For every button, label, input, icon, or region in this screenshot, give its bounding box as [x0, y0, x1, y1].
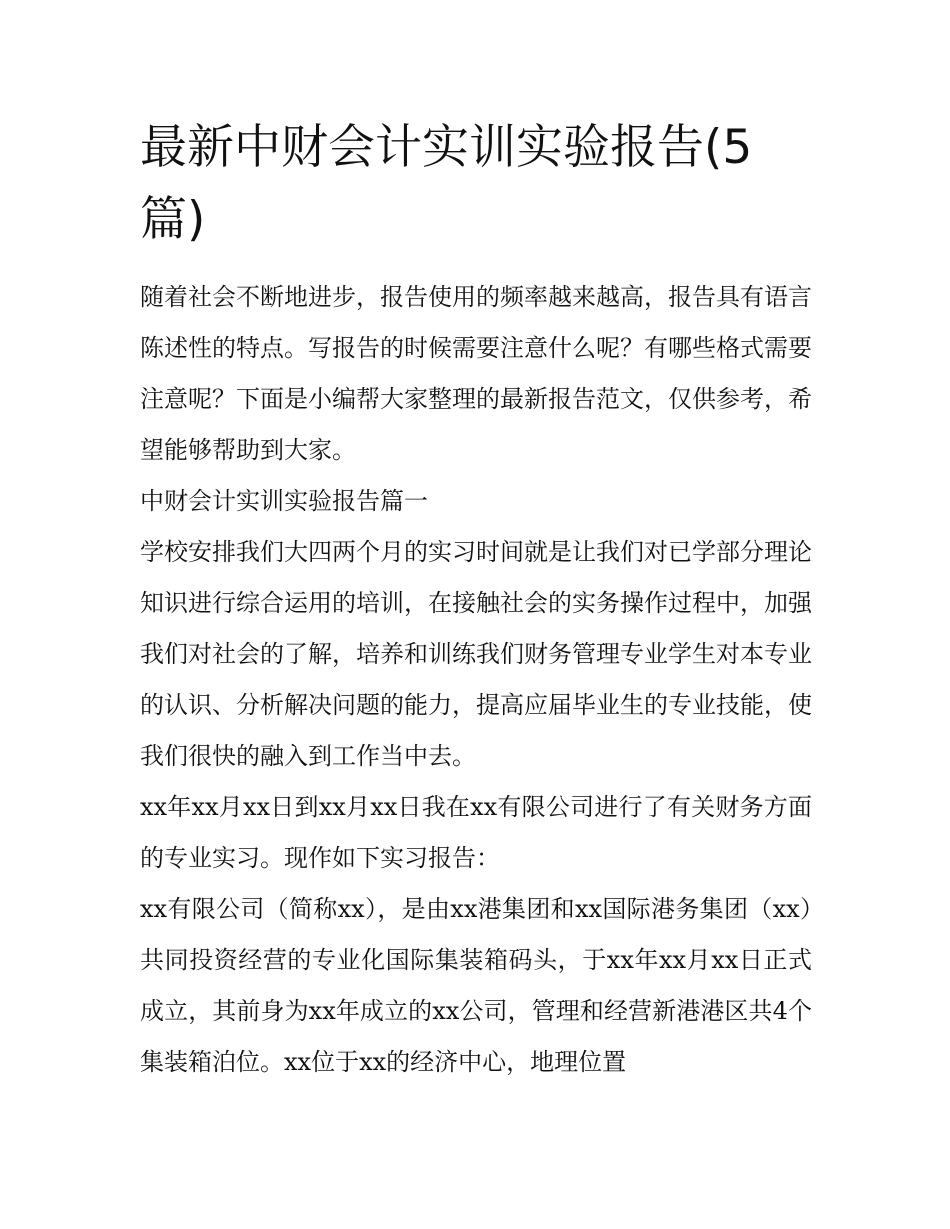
- section-heading: 中财会计实训实验报告篇一: [140, 487, 428, 515]
- document-title: 最新中财会计实训实验报告(5篇): [140, 120, 753, 247]
- body-paragraph: 学校安排我们大四两个月的实习时间就是让我们对已学部分理论知识进行综合运用的培训，在接触社会的实务操作过程中，加强我们对社会的了解，培养和训练我们财务管理专业学生对本专业的认识、分析解决问题的能力，提高应届毕业生的专业技能，使我们很快的融入到工作当中去。: [140, 538, 812, 770]
- intro-paragraph: 随着社会不断地进步，报告使用的频率越来越高，报告具有语言陈述性的特点。写报告的时候需要注意什么呢？有哪些格式需要注意呢？下面是小编帮大家整理的最新报告范文，仅供参考，希望能够帮助到大家。: [140, 283, 812, 464]
- body-paragraph: xx有限公司（简称xx），是由xx港集团和xx国际港务集团（xx）共同投资经营的专业化国际集装箱码头，于xx年xx月xx日正式成立，其前身为xx年成立的xx公司，管理和经营新港港区共4个集装箱泊位。xx位于xx的经济中心，地理位置: [140, 895, 812, 1076]
- body-paragraph: xx年xx月xx日到xx月xx日我在xx有限公司进行了有关财务方面的专业实习。现作如下实习报告：: [140, 793, 812, 872]
- document-body: [140, 112, 812, 1088]
